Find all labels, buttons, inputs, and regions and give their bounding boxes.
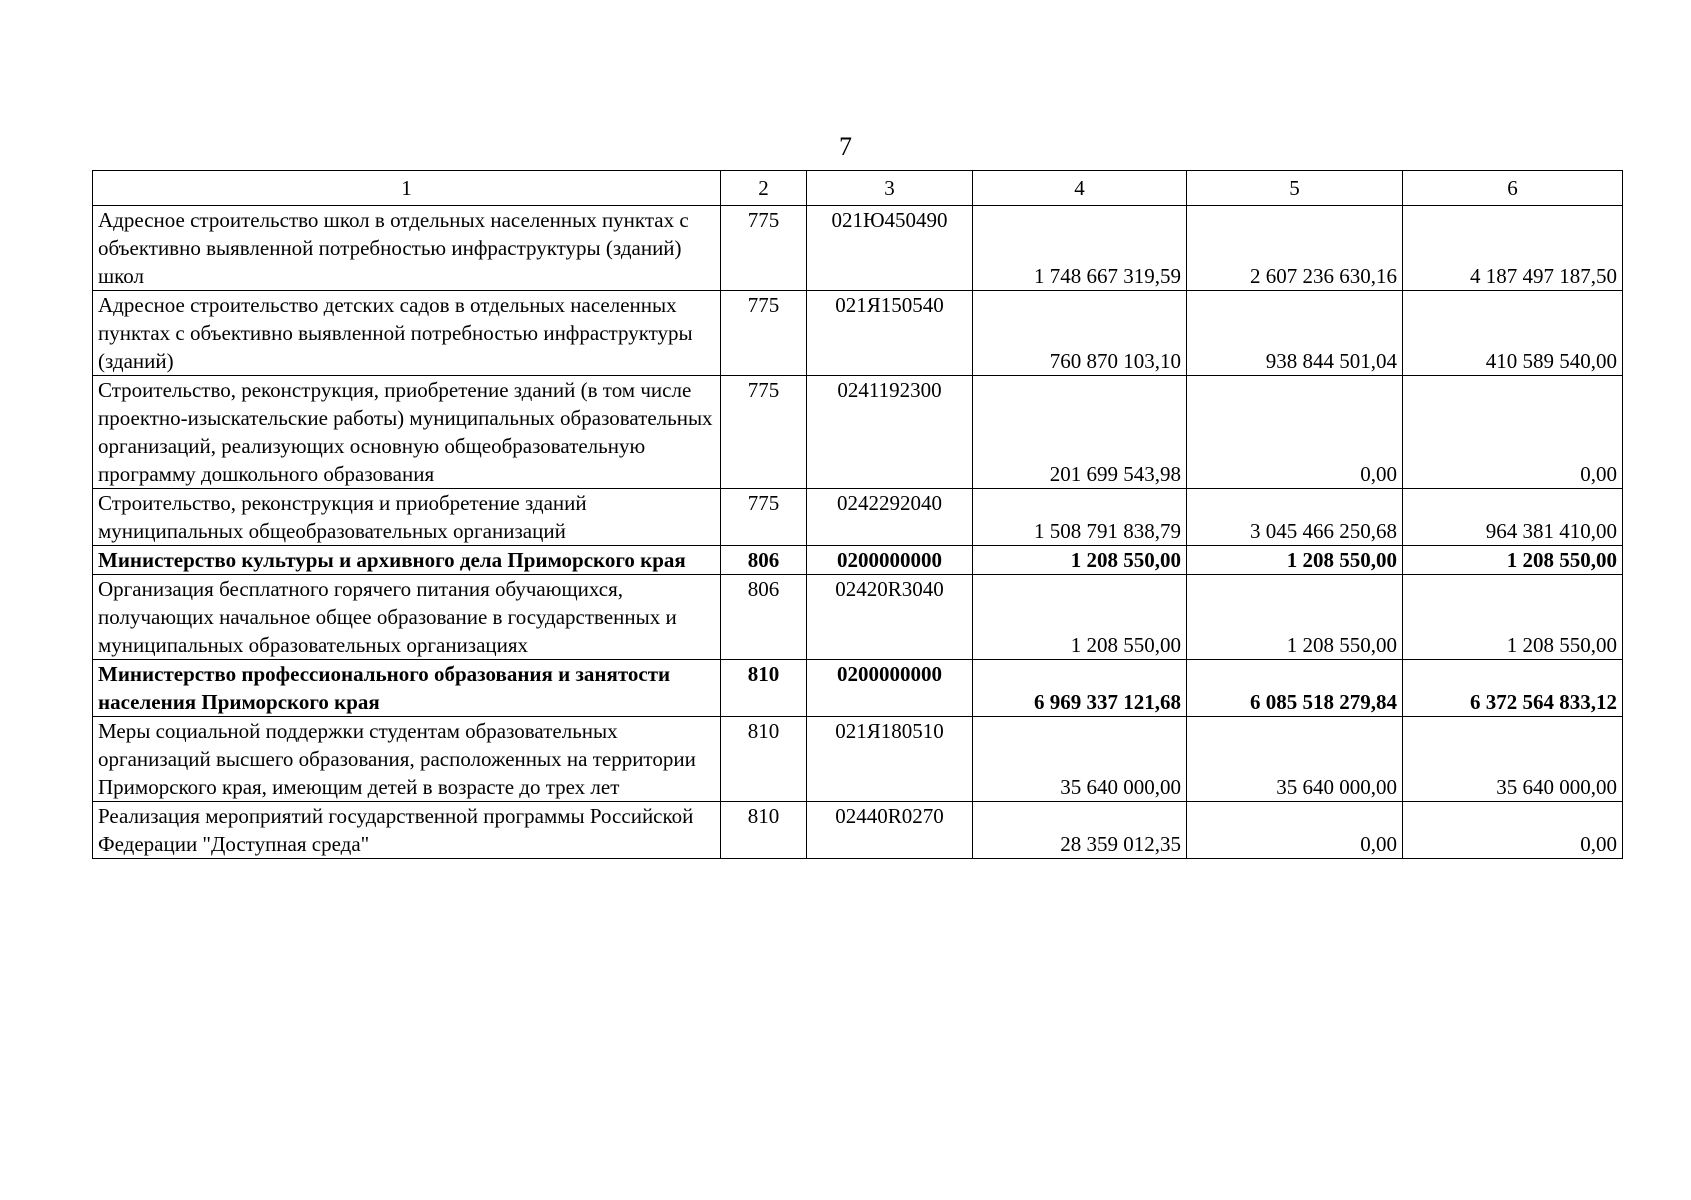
row-value-5-cell: 1 208 550,00	[1187, 575, 1403, 660]
row-value-5-cell: 0,00	[1187, 376, 1403, 489]
row-value-5-cell: 2 607 236 630,16	[1187, 206, 1403, 291]
row-name-cell: Министерство культуры и архивного дела Приморского края	[93, 546, 721, 575]
column-header: 2	[721, 171, 807, 206]
row-value-4-cell: 1 508 791 838,79	[973, 489, 1187, 546]
row-code-cell: 810	[721, 802, 807, 859]
row-value-6-cell: 6 372 564 833,12	[1403, 660, 1623, 717]
row-target-cell: 0200000000	[807, 660, 973, 717]
row-name-cell: Адресное строительство школ в отдельных населенных пунктах с объективно выявленной потребностью инфраструктуры (зданий) школ	[93, 206, 721, 291]
row-code-cell: 775	[721, 206, 807, 291]
table-row	[93, 376, 1623, 489]
table-row	[93, 717, 1623, 802]
row-target-cell: 0241192300	[807, 376, 973, 489]
table-row	[93, 291, 1623, 376]
table-row	[93, 206, 1623, 291]
row-value-6-cell: 0,00	[1403, 376, 1623, 489]
row-name-cell: Строительство, реконструкция и приобретение зданий муниципальных общеобразовательных организаций	[93, 489, 721, 546]
row-value-4-cell: 1 208 550,00	[973, 546, 1187, 575]
row-value-6-cell: 0,00	[1403, 802, 1623, 859]
row-value-5-cell: 3 045 466 250,68	[1187, 489, 1403, 546]
row-target-cell: 02420R3040	[807, 575, 973, 660]
column-header: 1	[93, 171, 721, 206]
row-target-cell: 0200000000	[807, 546, 973, 575]
row-value-5-cell: 938 844 501,04	[1187, 291, 1403, 376]
column-header: 6	[1403, 171, 1623, 206]
row-target-cell: 02440R0270	[807, 802, 973, 859]
table-row	[93, 575, 1623, 660]
row-name-cell: Меры социальной поддержки студентам образовательных организаций высшего образования, расположенных на территории Приморского края, имеющим детей в возрасте до трех лет	[93, 717, 721, 802]
table-row	[93, 660, 1623, 717]
table-header-row	[93, 171, 1623, 206]
row-code-cell: 810	[721, 660, 807, 717]
row-name-cell: Министерство профессионального образования и занятости населения Приморского края	[93, 660, 721, 717]
row-code-cell: 806	[721, 575, 807, 660]
table-row	[93, 489, 1623, 546]
row-value-6-cell: 410 589 540,00	[1403, 291, 1623, 376]
row-value-4-cell: 1 208 550,00	[973, 575, 1187, 660]
row-value-5-cell: 35 640 000,00	[1187, 717, 1403, 802]
row-value-6-cell: 1 208 550,00	[1403, 575, 1623, 660]
row-code-cell: 810	[721, 717, 807, 802]
row-target-cell: 021Ю450490	[807, 206, 973, 291]
column-header: 5	[1187, 171, 1403, 206]
row-value-5-cell: 1 208 550,00	[1187, 546, 1403, 575]
page-number: 7	[839, 132, 852, 161]
row-value-4-cell: 201 699 543,98	[973, 376, 1187, 489]
row-target-cell: 021Я180510	[807, 717, 973, 802]
row-code-cell: 775	[721, 489, 807, 546]
row-value-5-cell: 0,00	[1187, 802, 1403, 859]
row-target-cell: 021Я150540	[807, 291, 973, 376]
row-value-5-cell: 6 085 518 279,84	[1187, 660, 1403, 717]
row-target-cell: 0242292040	[807, 489, 973, 546]
row-value-6-cell: 964 381 410,00	[1403, 489, 1623, 546]
row-code-cell: 775	[721, 376, 807, 489]
row-code-cell: 806	[721, 546, 807, 575]
row-name-cell: Реализация мероприятий государственной программы Российской Федерации "Доступная среда"	[93, 802, 721, 859]
row-value-6-cell: 35 640 000,00	[1403, 717, 1623, 802]
table-row	[93, 802, 1623, 859]
row-value-6-cell: 1 208 550,00	[1403, 546, 1623, 575]
row-value-4-cell: 28 359 012,35	[973, 802, 1187, 859]
row-code-cell: 775	[721, 291, 807, 376]
row-value-4-cell: 760 870 103,10	[973, 291, 1187, 376]
row-value-4-cell: 1 748 667 319,59	[973, 206, 1187, 291]
column-header: 4	[973, 171, 1187, 206]
row-name-cell: Организация бесплатного горячего питания обучающихся, получающих начальное общее образование в государственных и муниципальных образовательных организациях	[93, 575, 721, 660]
row-value-4-cell: 35 640 000,00	[973, 717, 1187, 802]
budget-table	[92, 170, 1623, 859]
row-value-6-cell: 4 187 497 187,50	[1403, 206, 1623, 291]
column-header: 3	[807, 171, 973, 206]
row-name-cell: Адресное строительство детских садов в отдельных населенных пунктах с объективно выявленной потребностью инфраструктуры (зданий)	[93, 291, 721, 376]
row-name-cell: Строительство, реконструкция, приобретение зданий (в том числе проектно-изыскательские работы) муниципальных образовательных организаций, реализующих основную общеобразовательную программу дошкольного образования	[93, 376, 721, 489]
row-value-4-cell: 6 969 337 121,68	[973, 660, 1187, 717]
table-row	[93, 546, 1623, 575]
